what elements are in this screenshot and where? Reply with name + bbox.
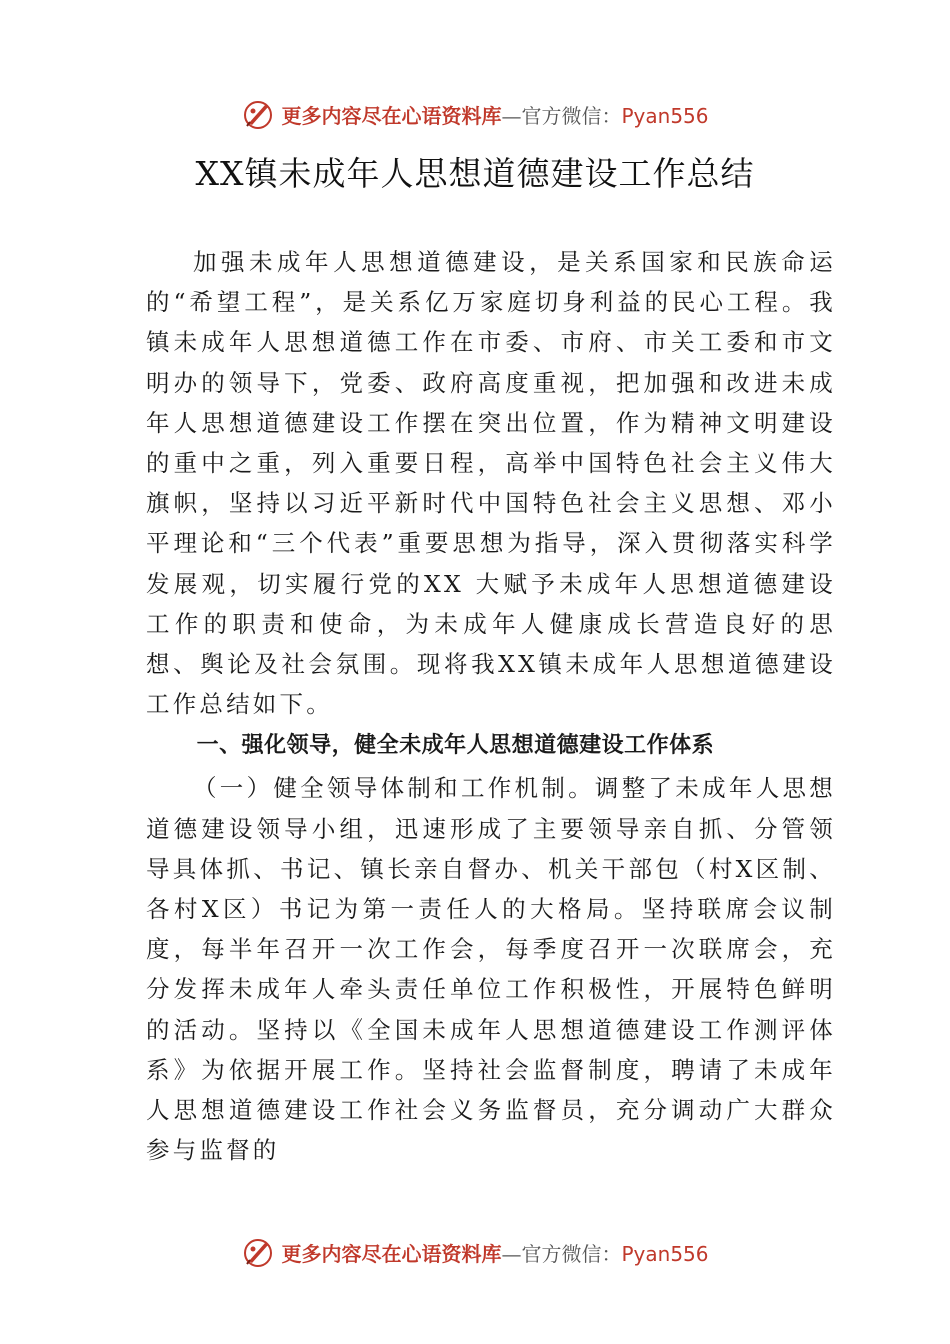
watermark-separator: — xyxy=(501,103,522,128)
watermark-wechat-id: Pyan556 xyxy=(621,103,709,128)
quill-pen-circle-icon xyxy=(241,1235,275,1269)
intro-paragraph: 加强未成年人思想道德建设，是关系国家和民族命运的“希望工程”，是关系亿万家庭切身利益的民心工程。我镇未成年人思想道德工作在市委、市府、市关工委和市文明办的领导下，党委、政府高度重视，把加强和改进未成年人思想道德建设工作摆在突出位置，作为精神文明建设的重中之重，列入重要日程，高举中国特色社会主义伟大旗帜，坚持以习近平新时代中国特色社会主义思想、邓小平理论和“三个代表”重要思想为指导，深入贯彻落实科学发展观，切实履行党的XX 大赋予未成年人思想道德建设工作的职责和使命，为未成年人健康成长营造良好的思想、舆论及社会氛围。现将我XX镇未成年人思想道德建设工作总结如下。 xyxy=(146,248,836,719)
watermark-brand: 更多内容尽在心语资料库 xyxy=(281,103,502,128)
watermark-brand: 更多内容尽在心语资料库 xyxy=(281,1241,502,1266)
watermark-separator: — xyxy=(501,1241,522,1266)
quill-pen-circle-icon xyxy=(241,97,275,131)
watermark-wechat-label: 官方微信： xyxy=(521,1241,622,1266)
watermark-text xyxy=(281,1238,708,1267)
document-body xyxy=(146,242,836,1170)
watermark-text xyxy=(281,100,708,129)
section-1-heading: 一、强化领导，健全未成年人思想道德建设工作体系 xyxy=(196,733,715,759)
document-title: XX镇未成年人思想道德建设工作总结 xyxy=(195,154,755,193)
watermark-header xyxy=(0,94,950,134)
watermark-footer xyxy=(0,1232,950,1272)
watermark-wechat-id: Pyan556 xyxy=(621,1241,709,1266)
watermark-wechat-label: 官方微信： xyxy=(521,103,622,128)
section-1-paragraph: （一）健全领导体制和工作机制。调整了未成年人思想道德建设领导小组，迅速形成了主要领导亲自抓、分管领导具体抓、书记、镇长亲自督办、机关干部包（村X区制、 各村X区）书记为第一责任人的大格局。坚持联席会议制度，每半年召开一次工作会，每季度召开一次联席会，充分发挥未成年人牵头责任单位工作积极性，开展特色鲜明的活动。坚持以《全国未成年人思想道德建设工作测评体系》为依据开展工作。坚持社会监督制度，聘请了未成年人思想道德建设工作社会义务监督员，充分调动广大群众参与监督的 xyxy=(146,774,836,1165)
